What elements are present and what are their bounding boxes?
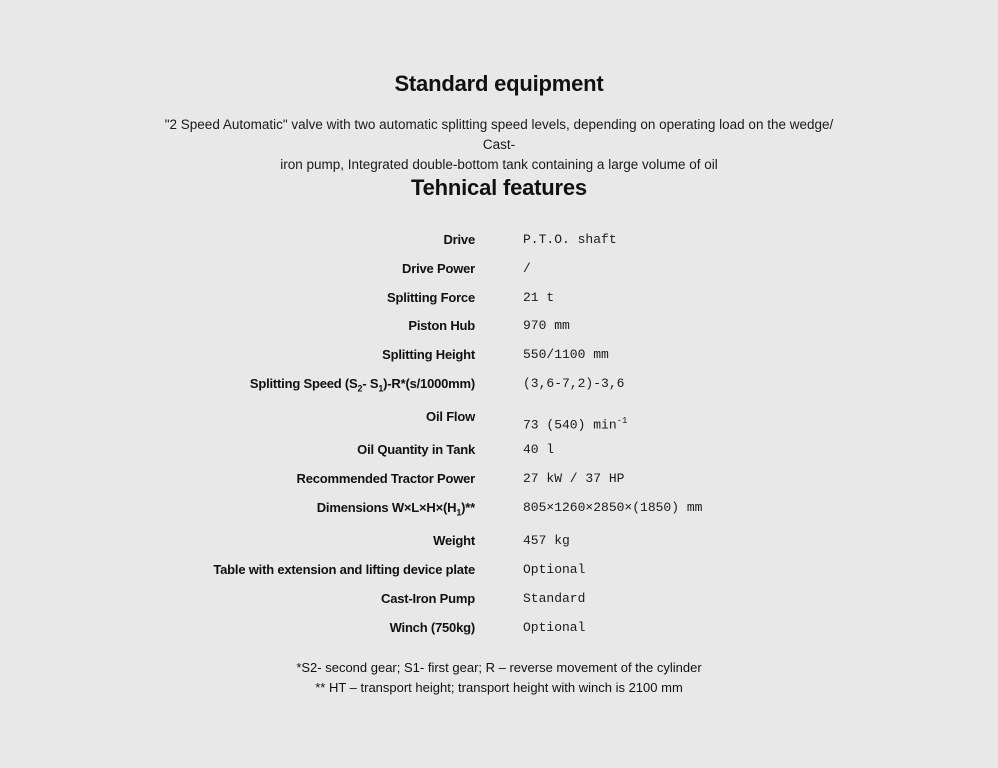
spec-label [317,498,475,523]
spec-label-subscript: 1 [378,383,384,394]
spec-label-part: )** [461,500,475,515]
spec-value: P.T.O. shaft [523,232,617,247]
footnotes [0,658,998,698]
spec-label-subscript: 2 [357,383,363,394]
technical-features-title: Tehnical features [411,175,587,200]
spec-label-part: Dimensions W×L×H×(H [316,500,457,515]
spec-label: Weight [433,533,475,548]
spec-row-splitting-force [0,288,998,308]
spec-row-oil-flow [0,407,998,433]
footnote-1: *S2- second gear; S1- first gear; R – reverse movement of the cylinder [296,660,702,675]
spec-label: Splitting Height [382,347,475,362]
spec-row-drive [0,230,998,250]
spec-label: Drive [443,232,475,247]
spec-value: / [523,261,531,276]
spec-row-splitting-speed [0,374,998,394]
spec-label-part: Splitting Speed (S [249,376,358,391]
spec-value: Standard [523,591,586,606]
spec-label: Piston Hub [408,318,475,333]
spec-label: Table with extension and lifting device plate [213,562,475,577]
spec-row-table-extension [0,560,998,580]
spec-row-splitting-height [0,345,998,365]
spec-label: Drive Power [402,261,475,276]
spec-label: Winch (750kg) [389,620,475,635]
spec-value: Optional [523,562,586,577]
standard-equipment-title: Standard equipment [394,71,604,96]
spec-label-part: )-R*(s/1000mm) [383,376,475,391]
spec-row-tractor-power [0,469,998,489]
spec-value: Optional [523,620,586,635]
spec-value-main: 73 (540) min [523,417,617,433]
spec-value: 40 l [523,442,555,457]
footnote-2: ** HT – transport height; transport height with winch is 2100 mm [315,680,683,695]
spec-label: Splitting Force [386,290,475,305]
spec-row-winch [0,618,998,638]
standard-equipment-line-2: iron pump, Integrated double-bottom tank containing a large volume of oil [280,157,718,172]
spec-value [523,411,627,435]
spec-label-part: - S [362,376,379,391]
spec-value: 970 mm [523,318,570,333]
spec-row-weight [0,531,998,551]
spec-label: Oil Quantity in Tank [357,442,475,457]
spec-value-superscript: -1 [616,416,628,426]
spec-value: 27 kW / 37 HP [523,471,625,486]
spec-label: Oil Flow [426,409,475,424]
spec-label: Recommended Tractor Power [296,471,475,486]
spec-value: 805×1260×2850×(1850) mm [523,500,703,515]
spec-row-dimensions [0,498,998,518]
spec-label [250,374,475,399]
spec-value: 457 kg [523,533,570,548]
standard-equipment-line-1: "2 Speed Automatic" valve with two automatic splitting speed levels, depending on operating load on the wedge/ Cast- [164,117,834,152]
spec-label-subscript: 1 [456,507,462,518]
spec-row-oil-quantity [0,440,998,460]
spec-value: 21 t [523,290,555,305]
spec-label: Cast-Iron Pump [381,591,475,606]
spec-row-piston-hub [0,316,998,336]
spec-value: (3,6-7,2)-3,6 [523,376,625,391]
spec-row-drive-power [0,259,998,279]
standard-equipment-description [160,115,838,175]
spec-value: 550/1100 mm [523,347,609,362]
spec-row-cast-iron-pump [0,589,998,609]
